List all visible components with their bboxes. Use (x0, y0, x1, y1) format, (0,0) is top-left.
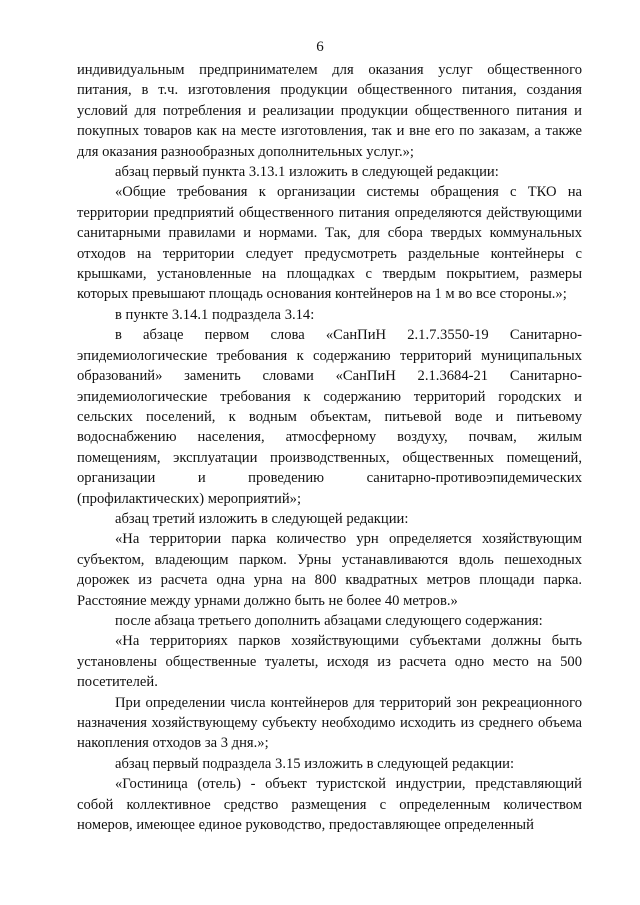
paragraph: абзац третий изложить в следующей редакции: (115, 510, 409, 527)
paragraph: абзац первый подраздела 3.15 изложить в следующей редакции: (115, 755, 515, 772)
page-number: 6 (316, 39, 324, 55)
paragraph: «На территориях парков хозяйствующими субъектами должны быть установлены общественные туалеты, исходя из расчета одно место на 500 посетителей. (77, 633, 582, 691)
paragraph: в абзаце первом слова «СанПиН 2.1.7.3550-19 Санитарно-эпидемиологические требования к содержанию территорий муниципальных образований» заменить словами «СанПиН 2.1.3684-21 Санитарно-эпидемиологические требования к содержанию территорий городских и сельских поселений, к водным объектам, питьевой воде и питьевому водоснабжению населения, атмосферному воздуху, почвам, жилым помещениям, эксплуатации производственных, общественных помещений, организации и проведению санитарно-противоэпидемических (профилактических) мероприятий»; (77, 327, 582, 507)
paragraph: индивидуальным предпринимателем для оказания услуг общественного питания, в т.ч. изготовления продукции общественного питания, создания условий для потребления и реализации продукции общественного питания и покупных товаров как на месте изготовления, так и вне его по заказам, а также для оказания разнообразных дополнительных услуг.»; (77, 62, 582, 160)
paragraph: «Общие требования к организации системы обращения с ТКО на территории предприятий общественного питания определяются действующими санитарными правилами и нормами. Так, для сбора твердых коммунальных отходов на территории следует предусмотреть раздельные контейнеры с крышками, установленные на площадках с твердым покрытием, размеры которых превышают площадь основания контейнеров на 1 м во все стороны.»; (77, 184, 582, 303)
paragraph: При определении числа контейнеров для территорий зон рекреационного назначения хозяйствующему субъекту необходимо исходить из среднего объема накопления отходов за 3 дня.»; (77, 694, 582, 752)
paragraph: «Гостиница (отель) - объект туристской индустрии, представляющий собой коллективное средство размещения с определенным количеством номеров, имеющее единое руководство, предоставляющее определенный (77, 776, 582, 834)
document-body (77, 60, 582, 835)
paragraph: в пункте 3.14.1 подраздела 3.14: (115, 306, 315, 323)
paragraph: абзац первый пункта 3.13.1 изложить в следующей редакции: (115, 164, 499, 181)
paragraph: «На территории парка количество урн определяется хозяйствующим субъектом, владеющим парком. Урны устанавливаются вдоль пешеходных дорожек из расчета одна урна на 800 квадратных метров площади парка. Расстояние между урнами должно быть не более 40 метров.» (77, 531, 582, 609)
paragraph: после абзаца третьего дополнить абзацами следующего содержания: (115, 612, 543, 629)
